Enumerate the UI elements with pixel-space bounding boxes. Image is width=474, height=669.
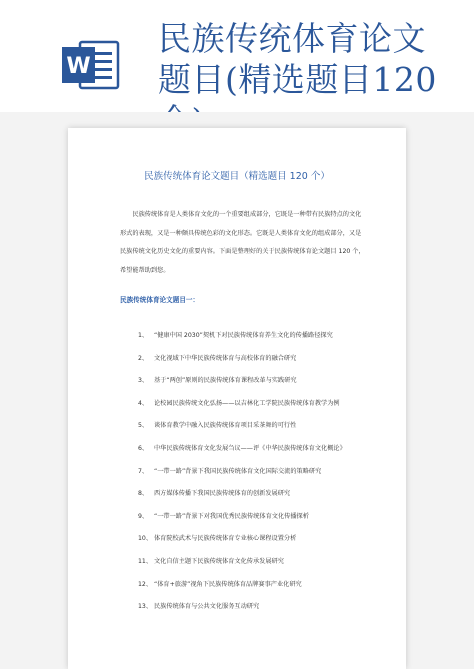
list-item-number: 9、 (138, 512, 149, 520)
list-item (138, 376, 388, 399)
list-item-number: 10、 (138, 535, 153, 543)
list-item (138, 534, 388, 557)
list-item-text: 论校园民族传统文化弘扬——以吉林化工学院民族传统体育教学为例 (154, 399, 340, 407)
list-item (138, 557, 388, 580)
list-item (138, 580, 388, 603)
intro-paragraph: 民族传统体育是人类体育文化的一个重要组成部分，它既是一种带有民族特点的文化形式的表现，又是一种颇具传统色彩的文化形态。它既是人类体育文化的组成部分，又是民族传统文化历史文化的重要内容。下面是整理好的关于民族传统体育论文题目 120 个，希望能帮助到您。 (120, 211, 365, 274)
word-icon (62, 40, 120, 90)
document-page (68, 128, 406, 669)
list-item-text: 中华民族传统体育文化发展刍议——评《中华民族传统体育文化概论》 (154, 444, 346, 452)
list-item-text: “一带一路”背景下对我国优秀民族传统体育文化传播探析 (154, 512, 309, 520)
list-item-text: 体育院校武术与民族传统体育专业核心课程设置分析 (154, 535, 297, 543)
list-item-number: 13、 (138, 603, 153, 611)
list-item-number: 4、 (138, 399, 149, 407)
list-item-number: 3、 (138, 377, 149, 385)
list-item (138, 399, 388, 422)
document-intro (120, 206, 365, 281)
list-item-text: 文化自信主题下民族传统体育文化传承发展研究 (154, 557, 284, 565)
list-item-number: 8、 (138, 490, 149, 498)
list-item-text: 基于“两创”原则的民族传统体育课程改革与实践研究 (154, 377, 297, 385)
svg-text:W: W (66, 54, 91, 79)
list-item-text: “一带一路”背景下我国民族传统体育文化国际交流的策略研究 (154, 467, 322, 475)
list-item (138, 467, 388, 490)
list-item-text: 西方媒体传播下我国民族传统体育的创新发展研究 (154, 490, 291, 498)
list-item-text: “健康中国 2030”契机下对民族传统体育养生文化的传播路径探究 (154, 332, 333, 339)
list-item-number: 7、 (138, 467, 149, 475)
list-item (138, 489, 388, 512)
list-item (138, 444, 388, 467)
list-item-text: 民族传统体育与公共文化服务互动研究 (154, 603, 260, 611)
list-item-text: 文化视域下中华民族传统体育与高校体育的融合研究 (154, 354, 297, 362)
list-item-text: “体育+旅游”视角下民族传统体育品牌赛事产业化研究 (154, 580, 302, 588)
list-item-number: 11、 (138, 557, 153, 565)
banner-title: 民族传统体育论文题目(精选题目120 (158, 19, 437, 99)
list-item (138, 421, 388, 444)
list-item (138, 354, 388, 377)
list-item (138, 512, 388, 535)
list-item-number: 12、 (138, 580, 153, 588)
document-title: 民族传统体育论文题目（精选题目 120 个） (144, 171, 330, 182)
list-item-number: 5、 (138, 422, 149, 430)
section-title: 民族传统体育论文题目一： (120, 296, 200, 304)
list-item-number: 2、 (138, 354, 149, 362)
list-item-text: 谈体育教学中融入民族传统体育项目采茶舞的可行性 (154, 422, 297, 430)
list-item (138, 602, 388, 625)
list-item-number: 1、 (138, 332, 149, 339)
title-list (138, 331, 388, 625)
list-item-number: 6、 (138, 444, 149, 452)
banner (0, 0, 474, 112)
list-item (138, 331, 388, 354)
